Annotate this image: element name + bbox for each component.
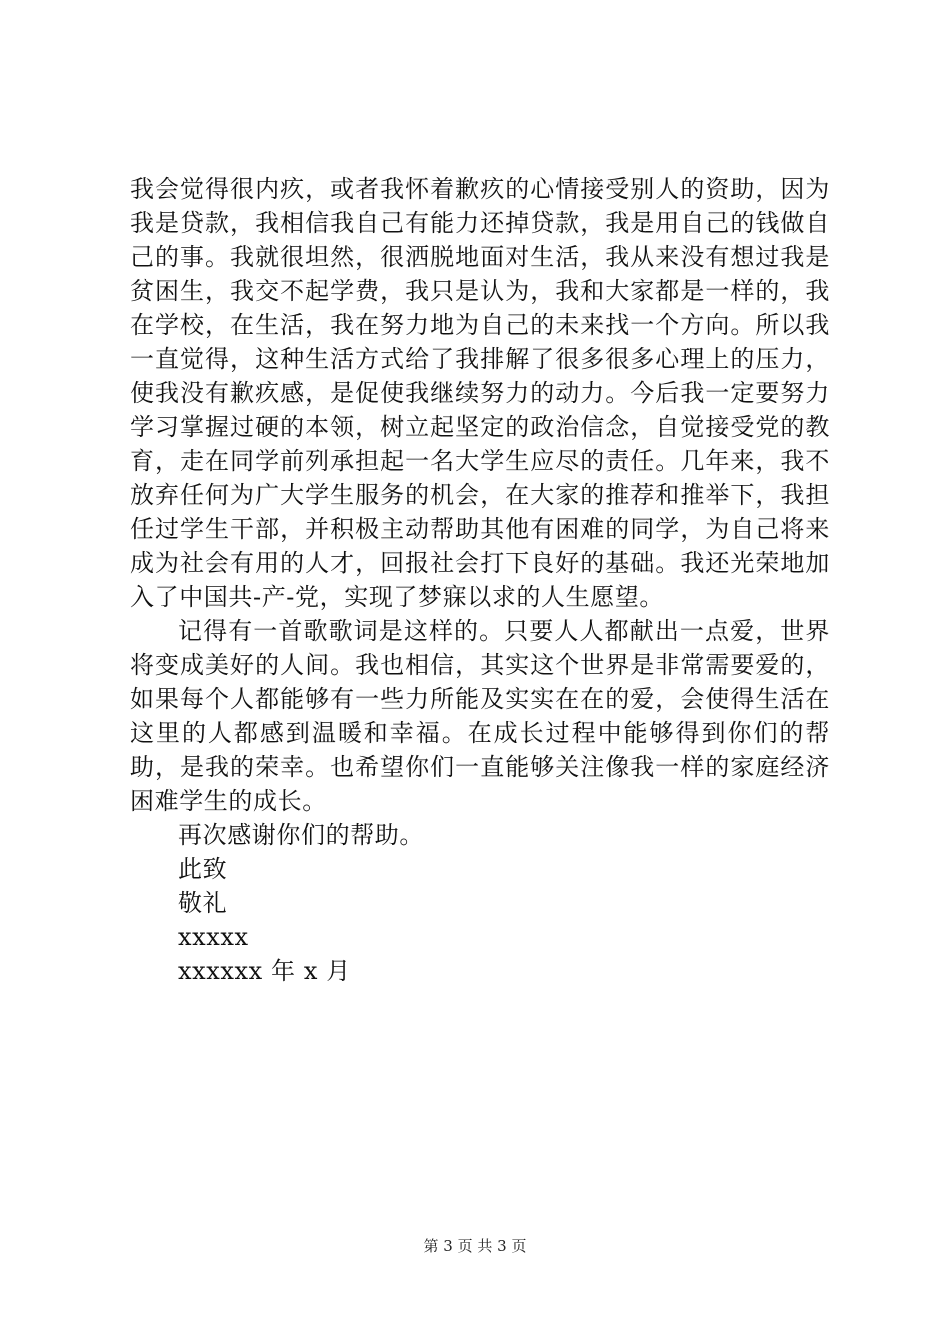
signature: xxxxx <box>178 923 249 951</box>
date: xxxxxx 年 x 月 <box>178 957 351 985</box>
paragraph-song-lyrics: 记得有一首歌歌词是这样的。只要人人都献出一点爱，世界将变成美好的人间。我也相信，其实这个世界是非常需要爱的，如果每个人都能够有一些力所能及实实在在的爱，会使得生活在这里的人都感到温暖和幸福。在成长过程中能够得到你们的帮助，是我的荣幸。也希望你们一直能够关注像我一样的家庭经济困难学生的成长。 <box>130 617 830 815</box>
page-number-footer: 第 3 页 共 3 页 <box>423 1237 527 1255</box>
letter-body <box>130 172 830 988</box>
salutation-cizhi: 此致 <box>178 855 228 883</box>
paragraph-thanks: 再次感谢你们的帮助。 <box>178 821 424 849</box>
salutation-jingli: 敬礼 <box>178 889 228 917</box>
paragraph-continuation: 我会觉得很内疚，或者我怀着歉疚的心情接受别人的资助，因为我是贷款，我相信我自己有能力还掉贷款，我是用自己的钱做自己的事。我就很坦然，很洒脱地面对生活，我从来没有想过我是贫困生，我交不起学费，我只是认为，我和大家都是一样的，我在学校，在生活，我在努力地为自己的未来找一个方向。所以我一直觉得，这种生活方式给了我排解了很多很多心理上的压力，使我没有歉疚感，是促使我继续努力的动力。今后我一定要努力学习掌握过硬的本领，树立起坚定的政治信念，自觉接受党的教育，走在同学前列承担起一名大学生应尽的责任。几年来，我不放弃任何为广大学生服务的机会，在大家的推荐和推举下，我担任过学生干部，并积极主动帮助其他有困难的同学，为自己将来成为社会有用的人才，回报社会打下良好的基础。我还光荣地加入了中国共-产-党，实现了梦寐以求的人生愿望。 <box>130 175 830 611</box>
